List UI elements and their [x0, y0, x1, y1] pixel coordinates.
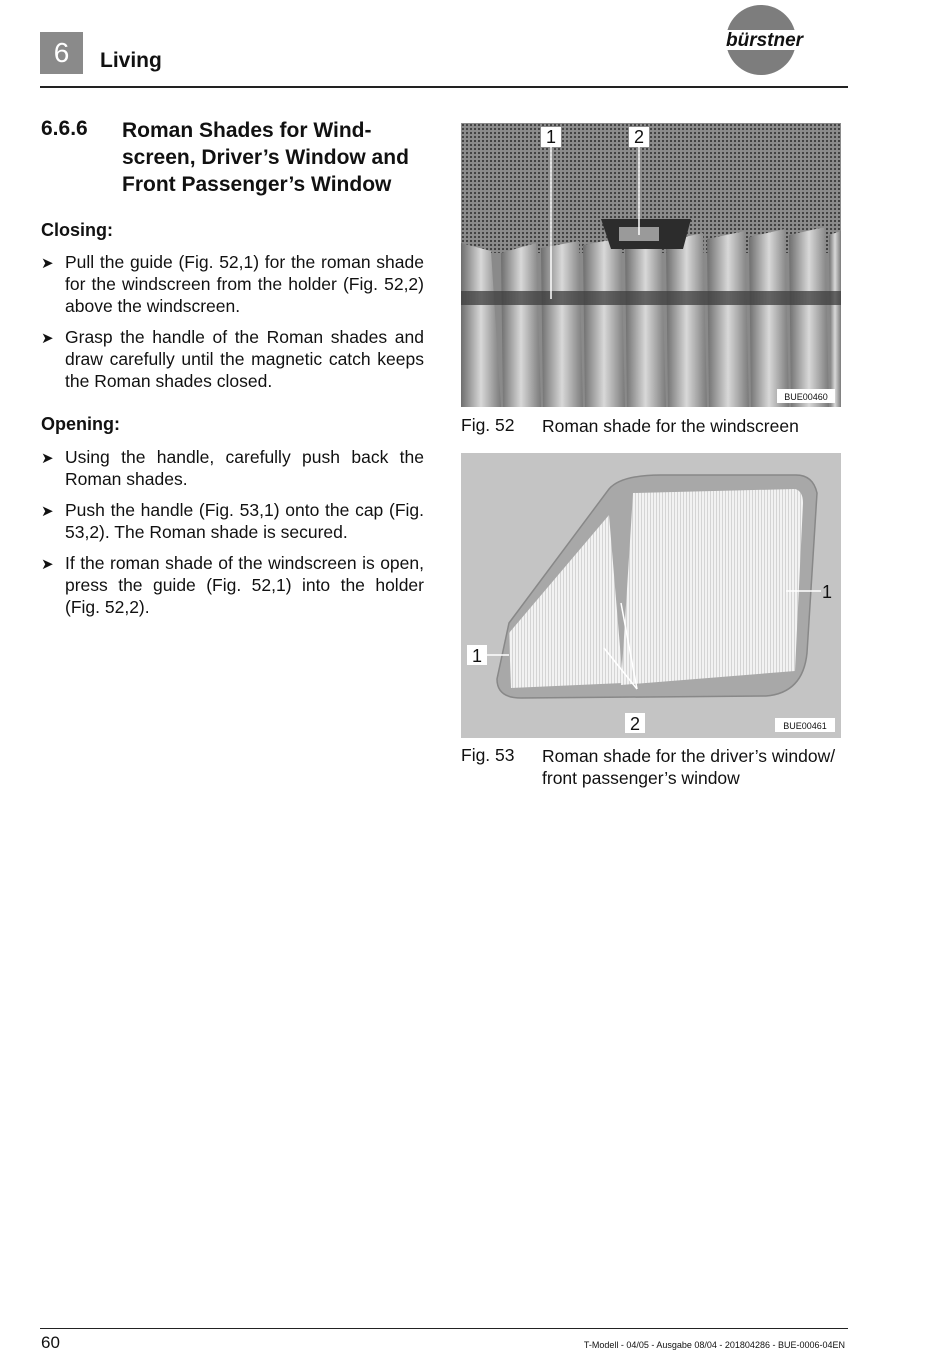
callout-2: 2 [629, 714, 641, 734]
page-number: 60 [41, 1333, 60, 1352]
figure-52-photo [461, 123, 841, 407]
step-text: Pull the guide (Fig. 52,1) for the roman shade for the windscreen from the holder (Fig. 52,2) above the windscreen. [65, 252, 424, 316]
arrowhead-icon: ➤ [41, 450, 54, 467]
closing-step [41, 251, 424, 317]
opening-step [41, 446, 424, 490]
step-text: Push the handle (Fig. 53,1) onto the cap (Fig. 53,2). The Roman shade is secured. [65, 500, 424, 542]
arrowhead-icon: ➤ [41, 556, 54, 573]
arrowhead-icon: ➤ [41, 330, 54, 347]
closing-step [41, 326, 424, 392]
section-number: 6.6.6 [41, 117, 88, 140]
header-rule [40, 86, 848, 88]
step-text: Using the handle, carefully push back the Roman shades. [65, 447, 424, 489]
figure-53-number: Fig. 53 [461, 745, 515, 765]
figure-code: BUE00461 [783, 721, 827, 731]
callout-1: 1 [545, 127, 557, 147]
logo-wordmark: bürstner [726, 30, 804, 51]
chapter-title: Living [100, 49, 162, 72]
callout-2: 2 [633, 127, 645, 147]
footer-rule [40, 1328, 848, 1329]
arrowhead-icon: ➤ [41, 255, 54, 272]
callout-1: 1 [471, 646, 483, 666]
step-text: Grasp the handle of the Roman shades and draw carefully until the magnetic catch keeps the Roman shades closed. [65, 327, 424, 391]
chapter-number-box [40, 32, 83, 74]
opening-step [41, 499, 424, 543]
section-title: Roman Shades for Wind-screen, Driver’s Window and Front Passenger’s Window [122, 119, 409, 196]
document-reference: T-Modell - 04/05 - Ausgabe 08/04 - 201804286 - BUE-0006-04EN [583, 1340, 845, 1350]
figure-52-caption: Roman shade for the windscreen [542, 416, 799, 436]
closing-heading: Closing: [41, 220, 113, 240]
step-text: If the roman shade of the windscreen is open, press the guide (Fig. 52,1) into the holder (Fig. 52,2). [65, 553, 424, 617]
figure-53-caption: Roman shade for the driver’s window/ front passenger’s window [542, 746, 836, 788]
opening-heading: Opening: [41, 414, 120, 434]
callout-1: 1 [821, 582, 833, 602]
brand-logo [724, 4, 849, 76]
arrowhead-icon: ➤ [41, 503, 54, 520]
figure-code: BUE00460 [784, 392, 828, 402]
opening-step [41, 552, 424, 618]
chapter-number: 6 [53, 37, 70, 68]
figure-52-number: Fig. 52 [461, 415, 515, 435]
figure-53-photo [461, 453, 841, 738]
